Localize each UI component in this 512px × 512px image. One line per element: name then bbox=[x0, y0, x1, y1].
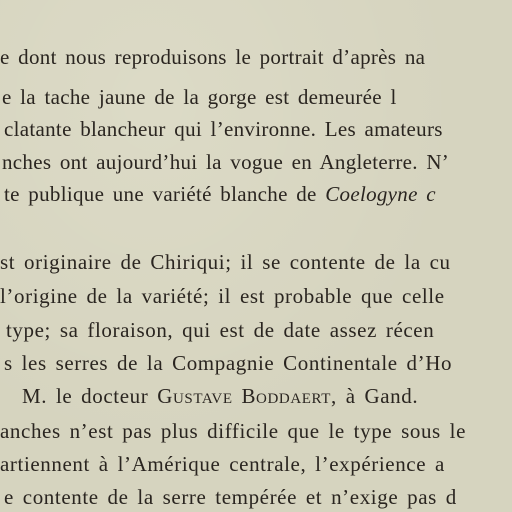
text-line: artiennent à l’Amérique centrale, l’expérience a bbox=[0, 452, 445, 476]
text-line: nches ont aujourd’hui la vogue en Angleterre. N’ bbox=[2, 150, 450, 174]
text-line: type; sa floraison, qui est de date assez récen bbox=[6, 318, 435, 342]
text-line: s les serres de la Compagnie Continentale d’Ho bbox=[4, 351, 453, 375]
text-line: clatante blancheur qui l’environne. Les amateurs bbox=[4, 117, 443, 141]
text-line: e la tache jaune de la gorge est demeurée l bbox=[2, 85, 397, 109]
text-segment: te publique une variété blanche de bbox=[4, 182, 326, 206]
person-name-smallcaps: Gustave Boddaert bbox=[157, 384, 332, 408]
text-line: anches n’est pas plus difficile que le type sous le bbox=[0, 419, 467, 443]
text-line bbox=[4, 184, 436, 205]
text-line: e contente de la serre tempérée et n’exige pas d bbox=[4, 485, 457, 509]
text-line: st originaire de Chiriqui; il se contente de la cu bbox=[0, 250, 451, 274]
text-segment: , à Gand. bbox=[331, 384, 419, 408]
text-line: l’origine de la variété; il est probable que celle bbox=[0, 284, 445, 308]
text-line bbox=[22, 386, 418, 407]
text-line: e dont nous reproduisons le portrait d’après na bbox=[0, 45, 426, 69]
species-name-italic: Coelogyne c bbox=[325, 182, 436, 206]
text-segment: M. le docteur bbox=[22, 384, 158, 408]
